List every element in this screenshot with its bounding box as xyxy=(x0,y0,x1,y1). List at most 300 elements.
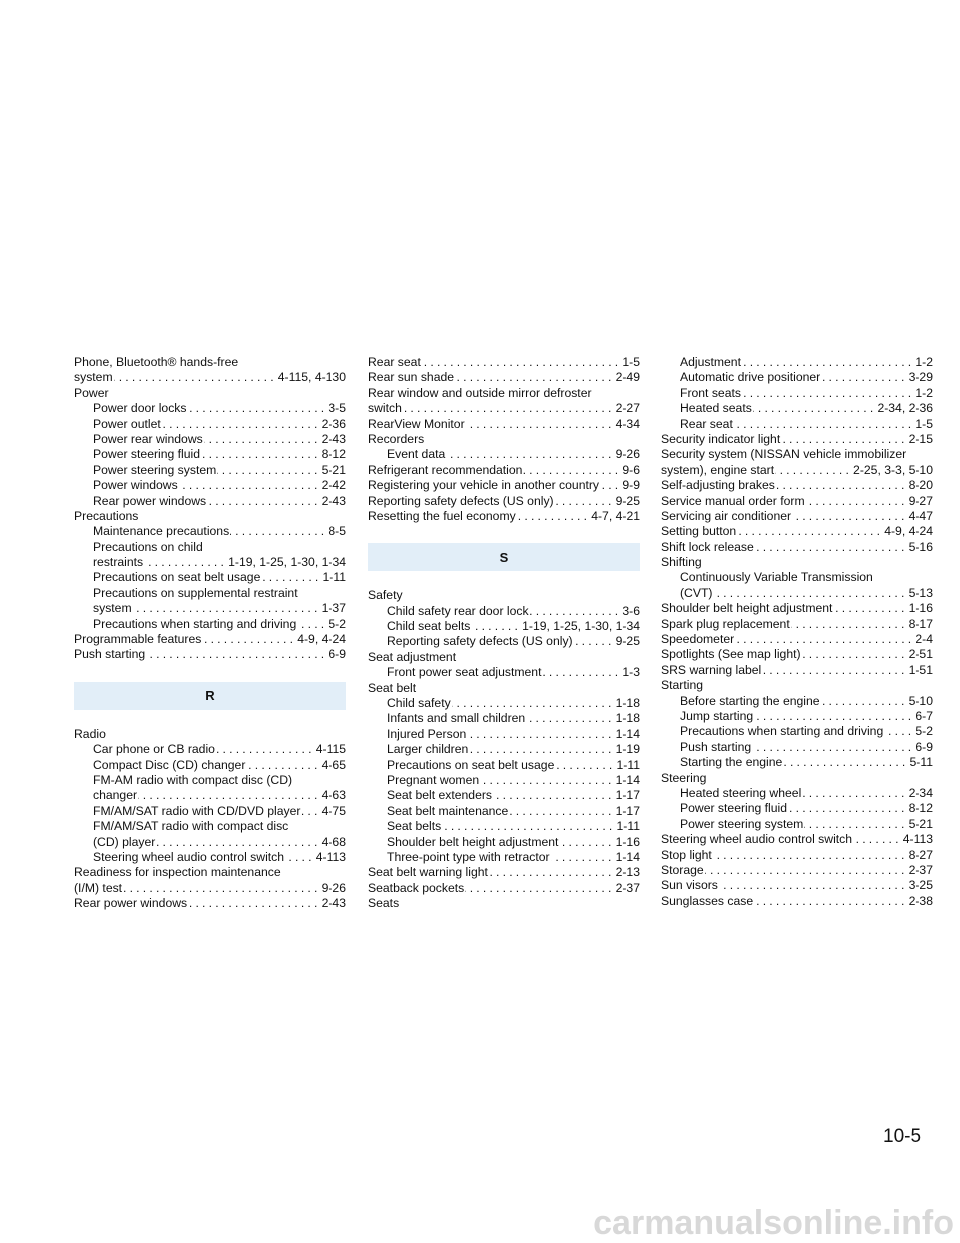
entry-label: (I/M) test xyxy=(74,880,123,895)
entry-label: Refrigerant recommendation xyxy=(368,462,523,477)
entry-page-ref: 9-25 xyxy=(615,493,640,508)
index-entry xyxy=(661,848,933,863)
entry-page-ref: 1-37 xyxy=(321,601,346,616)
entry-page-ref: 4-9, 4-24 xyxy=(297,632,346,647)
entry-page-ref: 1-11 xyxy=(616,757,640,772)
entry-page-ref: 1-16 xyxy=(615,834,640,849)
entry-label: Maintenance precautions xyxy=(93,524,230,539)
entry-page-ref: 2-15 xyxy=(908,431,933,446)
entry-page-ref: 2-36 xyxy=(321,416,346,431)
entry-label: Power windows xyxy=(93,478,178,493)
dot-leader xyxy=(452,696,615,711)
entry-page-ref: 4-75 xyxy=(321,803,346,818)
index-heading: Starting xyxy=(661,678,704,693)
dot-leader xyxy=(526,711,614,726)
entry-page-ref: 9-25 xyxy=(615,634,640,649)
entry-page-ref: 9-26 xyxy=(321,880,346,895)
entry-label: Seat belt warning light xyxy=(368,865,488,880)
dot-leader xyxy=(467,727,614,742)
index-heading: Power xyxy=(74,385,109,400)
entry-label: Steering wheel audio control switch xyxy=(661,832,853,847)
index-heading: Precautions on supplemental restraint xyxy=(93,585,298,600)
entry-page-ref: 1-5 xyxy=(622,355,640,369)
dot-leader xyxy=(551,850,615,865)
dot-leader xyxy=(753,401,877,416)
index-entry xyxy=(661,432,933,447)
dot-leader xyxy=(734,417,915,432)
dot-leader xyxy=(442,819,615,834)
dot-leader xyxy=(833,601,907,616)
entry-label: Precautions when starting and driving xyxy=(93,616,297,631)
index-entry xyxy=(74,447,346,462)
entry-label: Jump starting xyxy=(680,708,754,723)
entry-page-ref: 6-9 xyxy=(915,739,933,754)
dot-leader xyxy=(123,881,321,896)
entry-page-ref: 4-9, 4-24 xyxy=(884,524,933,539)
entry-label: restraints xyxy=(93,555,144,570)
index-column-1 xyxy=(74,355,346,912)
dot-leader xyxy=(446,447,614,462)
index-entry xyxy=(368,417,640,432)
dot-leader xyxy=(776,478,908,493)
dot-leader xyxy=(201,447,321,462)
entry-page-ref: 4-7, 4-21 xyxy=(591,508,640,523)
dot-leader xyxy=(297,617,327,632)
entry-label: Spotlights (See map light) xyxy=(661,647,801,662)
index-entry xyxy=(74,463,346,478)
dot-leader xyxy=(466,417,615,432)
dot-leader xyxy=(792,509,908,524)
entry-page-ref: 1-19, 1-25, 1-30, 1-34 xyxy=(522,619,640,634)
entry-page-ref: 4-115, 4-130 xyxy=(277,370,346,385)
dot-leader xyxy=(216,742,315,757)
index-entry xyxy=(368,619,640,634)
entry-label: Shift lock release xyxy=(661,539,754,554)
dot-leader xyxy=(146,647,327,662)
entry-label: Power steering system xyxy=(93,462,217,477)
section-header xyxy=(74,682,346,710)
entry-label: Adjustment xyxy=(680,355,741,369)
entry-label: system xyxy=(93,601,132,616)
dot-leader xyxy=(465,881,614,896)
entry-page-ref: 5-21 xyxy=(908,816,933,831)
entry-label: Heated steering wheel xyxy=(680,785,802,800)
dot-leader xyxy=(754,894,907,909)
index-entry xyxy=(661,878,933,893)
dot-leader xyxy=(403,401,615,416)
dot-leader xyxy=(301,804,320,819)
index-entry xyxy=(661,509,933,524)
dot-leader xyxy=(555,758,615,773)
index-entry xyxy=(74,494,346,509)
index-entry xyxy=(661,801,933,816)
entry-page-ref: 4-34 xyxy=(615,416,640,431)
entry-label: Compact Disc (CD) changer xyxy=(93,757,246,772)
entry-label: Power steering fluid xyxy=(93,447,201,462)
entry-label: Rear seat xyxy=(368,355,421,369)
entry-label: switch xyxy=(368,401,402,416)
index-entry xyxy=(74,524,346,539)
entry-page-ref: 2-51 xyxy=(908,647,933,662)
entry-page-ref: 2-34, 2-36 xyxy=(877,401,933,416)
index-entry xyxy=(74,742,346,757)
index-entry xyxy=(661,524,933,539)
index-heading: FM-AM radio with compact disc (CD) xyxy=(93,772,293,787)
dot-leader xyxy=(775,463,852,478)
index-entry xyxy=(368,850,640,865)
index-entry xyxy=(661,386,933,401)
index-entry xyxy=(661,709,933,724)
entry-label: Spark plug replacement xyxy=(661,616,790,631)
dot-leader xyxy=(285,850,315,865)
index-entry xyxy=(661,540,933,555)
index-entry xyxy=(368,634,640,649)
dot-leader xyxy=(114,370,277,385)
entry-label: Shoulder belt height adjustment xyxy=(387,834,559,849)
entry-page-ref: 9-9 xyxy=(622,478,640,493)
entry-page-ref: 5-2 xyxy=(328,616,346,631)
entry-page-ref: 4-63 xyxy=(321,788,346,803)
index-entry xyxy=(661,817,933,832)
index-entry xyxy=(661,417,933,432)
entry-label: Security indicator light xyxy=(661,431,781,446)
index-heading: Continuously Variable Transmission xyxy=(680,570,873,585)
entry-page-ref: 8-17 xyxy=(908,616,933,631)
entry-label: Reporting safety defects (US only) xyxy=(368,493,554,508)
dot-leader xyxy=(574,634,615,649)
entry-page-ref: 8-27 xyxy=(908,847,933,862)
dot-leader xyxy=(742,355,914,370)
index-entry xyxy=(74,896,346,911)
index-entry xyxy=(368,463,640,478)
index-entry xyxy=(661,355,933,370)
index-heading: Readiness for inspection maintenance xyxy=(74,865,281,880)
entry-page-ref: 1-11 xyxy=(616,819,640,834)
entry-label: Seat belt maintenance xyxy=(387,803,509,818)
index-entry xyxy=(368,788,640,803)
entry-page-ref: 5-2 xyxy=(915,724,933,739)
entry-page-ref: 3-25 xyxy=(908,878,933,893)
entry-label: (CD) player xyxy=(93,834,156,849)
index-entry xyxy=(74,804,346,819)
entry-label: Event data xyxy=(387,447,446,462)
entry-label: Precautions when starting and driving xyxy=(680,724,884,739)
dot-leader xyxy=(422,355,622,370)
dot-leader xyxy=(884,724,914,739)
dot-leader xyxy=(705,863,908,878)
dot-leader xyxy=(509,804,614,819)
entry-page-ref: 2-43 xyxy=(321,431,346,446)
index-heading: Seats xyxy=(368,896,400,911)
entry-page-ref: 5-11 xyxy=(909,755,933,770)
dot-leader xyxy=(133,601,321,616)
dot-leader xyxy=(542,665,621,680)
entry-page-ref: 1-3 xyxy=(622,665,640,680)
entry-page-ref: 4-113 xyxy=(902,832,933,847)
dot-leader xyxy=(781,432,907,447)
dot-leader xyxy=(455,370,615,385)
dot-leader xyxy=(246,758,320,773)
index-entry xyxy=(368,604,640,619)
entry-label: Heated seats xyxy=(680,401,752,416)
entry-label: Three-point type with retractor xyxy=(387,849,550,864)
index-heading: Phone, Bluetooth® hands-free xyxy=(74,355,239,369)
entry-page-ref: 4-115 xyxy=(315,742,346,757)
dot-leader xyxy=(530,604,622,619)
index-entry xyxy=(74,758,346,773)
entry-page-ref: 1-19, 1-25, 1-30, 1-34 xyxy=(228,555,346,570)
index-entry xyxy=(368,758,640,773)
dot-leader xyxy=(802,786,907,801)
dot-leader xyxy=(261,570,321,585)
index-entry xyxy=(368,447,640,462)
dot-leader xyxy=(162,417,321,432)
entry-label: Setting button xyxy=(661,524,737,539)
entry-label: Steering wheel audio control switch xyxy=(93,849,285,864)
entry-label: RearView Monitor xyxy=(368,416,465,431)
dot-leader xyxy=(714,586,908,601)
dot-leader xyxy=(806,494,908,509)
index-entry xyxy=(661,586,933,601)
index-entry xyxy=(368,478,640,493)
entry-page-ref: 2-34 xyxy=(908,785,933,800)
entry-label: Front seats xyxy=(680,385,741,400)
index-entry xyxy=(368,773,640,788)
entry-label: Seat belts xyxy=(387,819,442,834)
index-entry xyxy=(661,370,933,385)
dot-leader xyxy=(791,617,908,632)
index-heading: Security system (NISSAN vehicle immobilizer xyxy=(661,447,907,462)
entry-label: Infants and small children xyxy=(387,711,526,726)
entry-page-ref: 2-4 xyxy=(915,632,933,647)
entry-page-ref: 1-5 xyxy=(915,416,933,431)
dot-leader xyxy=(555,494,615,509)
entry-label: Rear seat xyxy=(680,416,733,431)
entry-page-ref: 2-37 xyxy=(615,880,640,895)
index-entry xyxy=(74,647,346,662)
dot-leader xyxy=(217,463,320,478)
entry-label: Power rear windows xyxy=(93,431,203,446)
entry-label: Speedometer xyxy=(661,632,735,647)
index-entry xyxy=(74,632,346,647)
index-heading: Steering xyxy=(661,770,707,785)
entry-page-ref: 4-113 xyxy=(315,849,346,864)
entry-page-ref: 1-51 xyxy=(908,662,933,677)
dot-leader xyxy=(138,788,321,803)
index-entry xyxy=(368,727,640,742)
entry-page-ref: 5-13 xyxy=(908,585,933,600)
entry-label: changer xyxy=(93,788,138,803)
section-letter: S xyxy=(499,549,509,565)
index-entry xyxy=(368,696,640,711)
entry-label: Starting the engine xyxy=(680,755,783,770)
index-heading: Radio xyxy=(74,726,106,741)
dot-leader xyxy=(783,755,908,770)
entry-label: Rear power windows xyxy=(93,493,207,508)
index-heading: Precautions on child xyxy=(93,539,203,554)
entry-label: Service manual order form xyxy=(661,493,805,508)
entry-page-ref: 8-5 xyxy=(328,524,346,539)
dot-leader xyxy=(742,386,914,401)
entry-page-ref: 1-14 xyxy=(615,849,640,864)
entry-label: Precautions on seat belt usage xyxy=(387,757,555,772)
dot-leader xyxy=(559,835,614,850)
entry-page-ref: 1-2 xyxy=(915,355,933,369)
index-heading: Precautions xyxy=(74,508,139,523)
dot-leader xyxy=(202,632,296,647)
index-entry xyxy=(368,819,640,834)
entry-page-ref: 1-14 xyxy=(615,772,640,787)
index-entry xyxy=(74,835,346,850)
entry-page-ref: 2-49 xyxy=(615,370,640,385)
entry-page-ref: 9-6 xyxy=(622,462,640,477)
dot-leader xyxy=(179,478,321,493)
index-column-3 xyxy=(661,355,933,909)
dot-leader xyxy=(754,709,914,724)
dot-leader xyxy=(755,540,908,555)
entry-label: Registering your vehicle in another country xyxy=(368,478,600,493)
entry-label: Seat belt extenders xyxy=(387,788,493,803)
entry-page-ref: 8-12 xyxy=(321,447,346,462)
entry-label: SRS warning label xyxy=(661,662,762,677)
dot-leader xyxy=(804,817,907,832)
entry-label: Stop light xyxy=(661,847,712,862)
index-heading: Recorders xyxy=(368,431,425,446)
entry-page-ref: 1-18 xyxy=(615,711,640,726)
index-entry xyxy=(74,417,346,432)
index-heading: FM/AM/SAT radio with compact disc xyxy=(93,819,289,834)
entry-page-ref: 1-16 xyxy=(908,601,933,616)
entry-page-ref: 8-12 xyxy=(908,801,933,816)
index-entry xyxy=(661,894,933,909)
index-heading: Shifting xyxy=(661,555,702,570)
index-entry xyxy=(74,555,346,570)
entry-label: Injured Person xyxy=(387,726,467,741)
index-entry xyxy=(661,863,933,878)
entry-label: Power door locks xyxy=(93,401,187,416)
index-entry xyxy=(74,788,346,803)
entry-page-ref: 1-14 xyxy=(615,726,640,741)
entry-page-ref: 4-68 xyxy=(321,834,346,849)
watermark: carmanualsonline.info xyxy=(593,1204,954,1242)
entry-page-ref: 4-65 xyxy=(321,757,346,772)
index-heading: Rear window and outside mirror defroster xyxy=(368,385,592,400)
dot-leader xyxy=(853,832,902,847)
index-entry xyxy=(661,494,933,509)
entry-label: Push starting xyxy=(74,647,146,662)
index-entry xyxy=(368,835,640,850)
index-entry xyxy=(661,740,933,755)
entry-page-ref: 1-18 xyxy=(615,696,640,711)
dot-leader xyxy=(480,773,614,788)
entry-page-ref: 1-17 xyxy=(615,803,640,818)
entry-page-ref: 3-29 xyxy=(908,370,933,385)
index-heading: Seat adjustment xyxy=(368,649,457,664)
index-entry xyxy=(661,694,933,709)
entry-label: Child safety rear door lock xyxy=(387,603,529,618)
dot-leader xyxy=(821,370,907,385)
index-entry xyxy=(661,632,933,647)
entry-page-ref: 2-27 xyxy=(615,401,640,416)
dot-leader xyxy=(788,801,908,816)
entry-page-ref: 6-9 xyxy=(328,647,346,662)
entry-label: Sun visors xyxy=(661,878,718,893)
entry-page-ref: 6-7 xyxy=(915,708,933,723)
entry-page-ref: 4-47 xyxy=(908,508,933,523)
dot-leader xyxy=(752,740,914,755)
dot-leader xyxy=(737,524,883,539)
entry-page-ref: 1-17 xyxy=(615,788,640,803)
index-entry xyxy=(661,401,933,416)
dot-leader xyxy=(493,788,615,803)
index-entry xyxy=(368,401,640,416)
index-entry xyxy=(74,850,346,865)
index-entry xyxy=(74,370,346,385)
dot-leader xyxy=(144,555,227,570)
entry-page-ref: 2-13 xyxy=(615,865,640,880)
index-entry xyxy=(368,865,640,880)
index-entry xyxy=(74,478,346,493)
entry-label: Automatic drive positioner xyxy=(680,370,821,385)
entry-page-ref: 2-43 xyxy=(321,493,346,508)
index-entry xyxy=(368,509,640,524)
entry-label: Child safety xyxy=(387,696,451,711)
entry-label: Shoulder belt height adjustment xyxy=(661,601,833,616)
index-entry xyxy=(661,755,933,770)
dot-leader xyxy=(188,896,320,911)
entry-page-ref: 5-10 xyxy=(908,693,933,708)
index-entry xyxy=(661,832,933,847)
index-entry xyxy=(661,463,933,478)
index-entry xyxy=(368,804,640,819)
index-entry xyxy=(368,665,640,680)
index-entry xyxy=(661,478,933,493)
section-header xyxy=(368,543,640,571)
entry-label: (CVT) xyxy=(680,585,713,600)
entry-label: Reporting safety defects (US only) xyxy=(387,634,573,649)
entry-label: Car phone or CB radio xyxy=(93,742,215,757)
entry-label: Larger children xyxy=(387,742,469,757)
entry-page-ref: 1-19 xyxy=(615,742,640,757)
index-entry xyxy=(74,432,346,447)
entry-page-ref: 2-42 xyxy=(321,478,346,493)
dot-leader xyxy=(517,509,591,524)
entry-page-ref: 8-20 xyxy=(908,478,933,493)
entry-page-ref: 3-5 xyxy=(328,401,346,416)
section-letter: R xyxy=(205,688,215,704)
entry-label: system), engine start xyxy=(661,462,775,477)
entry-label: Precautions on seat belt usage xyxy=(93,570,261,585)
dot-leader xyxy=(469,742,614,757)
entry-label: Servicing air conditioner xyxy=(661,508,792,523)
entry-label: Seatback pockets xyxy=(368,880,465,895)
entry-page-ref: 2-38 xyxy=(908,893,933,908)
index-entry xyxy=(661,724,933,739)
index-entry xyxy=(661,601,933,616)
index-entry xyxy=(661,617,933,632)
dot-leader xyxy=(821,694,908,709)
dot-leader xyxy=(204,432,321,447)
index-entry xyxy=(661,647,933,662)
entry-page-ref: 2-25, 3-3, 5-10 xyxy=(853,462,933,477)
entry-label: Rear sun shade xyxy=(368,370,455,385)
entry-label: Programmable features xyxy=(74,632,202,647)
dot-leader xyxy=(489,865,615,880)
entry-label: Push starting xyxy=(680,739,752,754)
index-entry xyxy=(74,617,346,632)
dot-leader xyxy=(207,494,320,509)
index-entry xyxy=(368,711,640,726)
